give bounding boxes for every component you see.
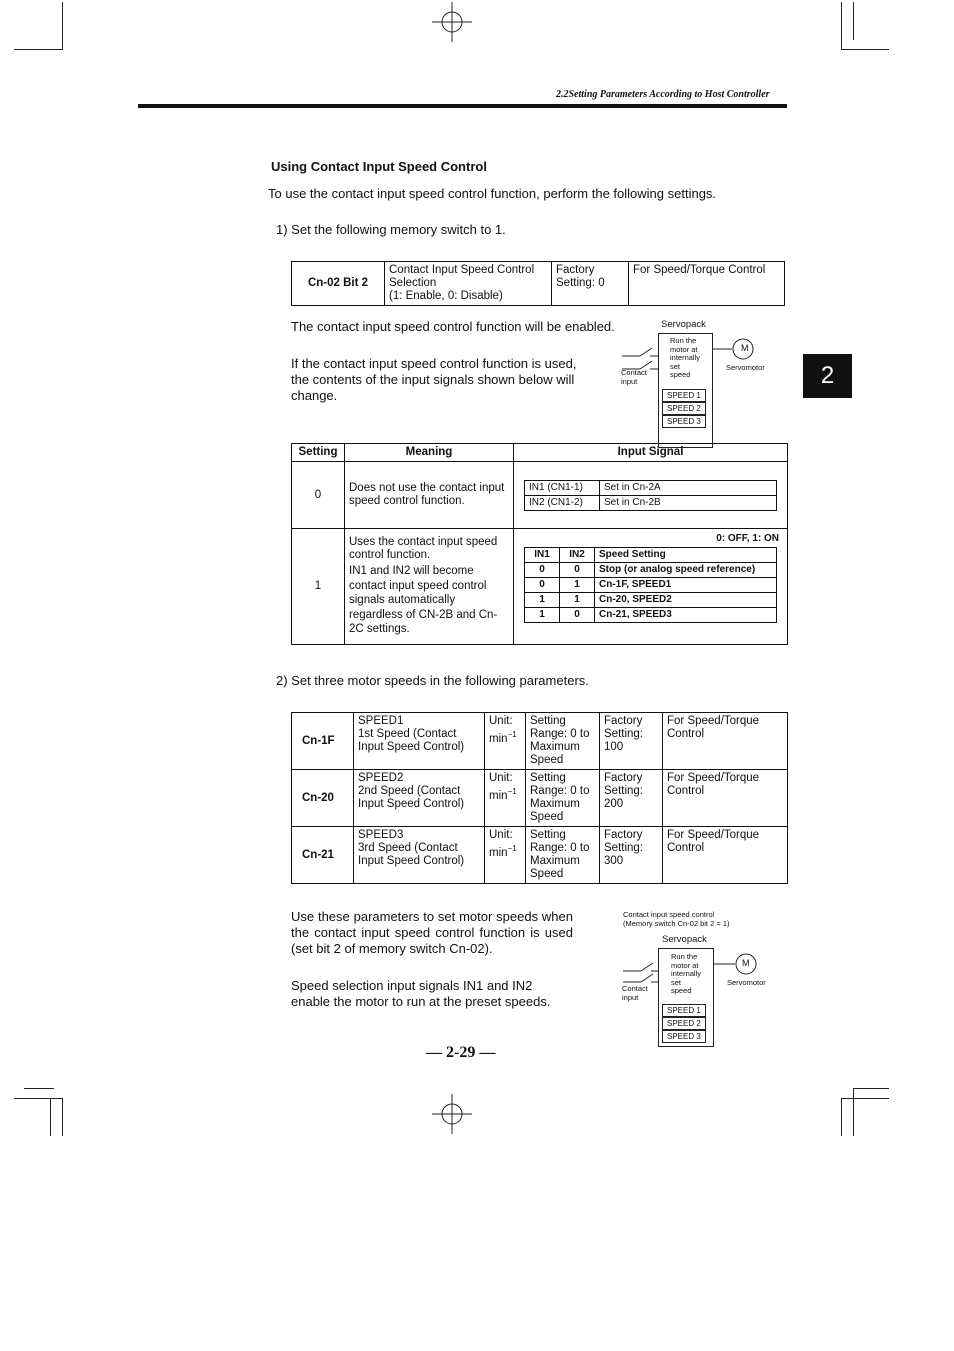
desc-line: Selection — [389, 277, 437, 289]
setting-0: 0 — [292, 462, 345, 529]
motor-icon: M — [742, 958, 750, 968]
param-description — [354, 713, 485, 770]
range-line: Speed — [530, 868, 564, 880]
cell-in2: 1 — [560, 593, 595, 608]
signal-cell-0 — [514, 462, 788, 529]
unit-value — [489, 842, 521, 860]
range-line: Setting — [530, 829, 566, 841]
control-line: Control — [667, 842, 705, 854]
cell-speed: Cn-20, SPEED2 — [595, 593, 777, 608]
run-line: Run the — [671, 952, 698, 961]
param-unit — [485, 827, 526, 884]
contact-line: input — [622, 992, 639, 1002]
unit-value — [489, 728, 521, 746]
unit-value — [489, 785, 521, 803]
unit-base: min — [489, 789, 508, 802]
param-control — [663, 713, 788, 770]
page-number: — 2-29 — — [426, 1044, 496, 1061]
param-description — [354, 770, 485, 827]
run-line: internally — [671, 969, 702, 978]
run-line: motor at — [671, 960, 699, 970]
speed3-box: SPEED 3 — [662, 1030, 706, 1043]
run-line: speed — [671, 986, 692, 995]
unit-exponent: −1 — [507, 787, 517, 796]
run-line: speed — [670, 370, 691, 379]
signal-subtable-0 — [524, 480, 777, 511]
chapter-tab: 2 — [803, 354, 852, 398]
in1-value: Set in Cn-2A — [600, 480, 777, 495]
range-line: Maximum — [530, 855, 580, 867]
unit-exponent: −1 — [507, 730, 517, 739]
cell-speed: Cn-1F, SPEED1 — [595, 578, 777, 593]
contact-line: Contact — [621, 368, 647, 377]
speed1-box: SPEED 1 — [662, 1004, 706, 1017]
param-unit — [485, 770, 526, 827]
factory-line: Setting: — [604, 842, 643, 854]
speed2-box: SPEED 2 — [662, 402, 706, 415]
header-setting: Setting — [292, 444, 345, 462]
if-used-text: If the contact input speed control function is used, the contents of the input signals shown below will change. — [291, 356, 577, 403]
factory-line: Factory — [604, 829, 643, 841]
param-range — [526, 713, 600, 770]
servopack-label: Servopack — [662, 934, 707, 945]
control-line: For Speed/Torque — [667, 772, 760, 784]
run-line: set — [671, 977, 682, 987]
unit-line: Unit: — [489, 829, 513, 841]
factory-line: 200 — [604, 798, 624, 810]
header-meaning: Meaning — [345, 444, 514, 462]
param-control — [663, 770, 788, 827]
table-row — [292, 713, 788, 770]
param-id: Cn-21 — [292, 827, 354, 884]
setting-1 — [292, 529, 345, 645]
desc-line: SPEED1 — [358, 715, 404, 727]
meaning-0: Does not use the contact input speed control function. — [345, 462, 514, 529]
factory-line: Factory — [556, 264, 595, 276]
speed1-box: SPEED 1 — [662, 389, 706, 402]
meaning-1 — [345, 529, 514, 645]
range-line: Range: 0 to — [530, 728, 590, 740]
cell-in2: 0 — [560, 608, 595, 623]
factory-line: Factory — [604, 715, 643, 727]
param-unit — [485, 713, 526, 770]
cell-in2: 0 — [560, 563, 595, 578]
servopack-label: Servopack — [661, 319, 706, 330]
factory-line: 100 — [604, 741, 624, 753]
setting-1-value: 1 — [314, 580, 322, 592]
desc-line: Input Speed Control) — [358, 855, 465, 867]
speed2-box: SPEED 2 — [662, 1017, 706, 1030]
param-factory — [600, 827, 663, 884]
control-line: For Speed/Torque — [667, 715, 760, 727]
range-line: Range: 0 to — [530, 842, 590, 854]
desc-line: SPEED3 — [358, 829, 404, 841]
range-line: Speed — [530, 811, 564, 823]
contact-input-label — [621, 369, 647, 386]
range-line: Setting — [530, 715, 566, 727]
switch-description — [385, 262, 552, 306]
unit-exponent: −1 — [507, 844, 517, 853]
step-1: 1) Set the following memory switch to 1. — [276, 222, 506, 237]
control-line: Control — [667, 728, 705, 740]
desc-line: (1: Enable, 0: Disable) — [389, 290, 503, 302]
desc-line: 1st Speed (Contact — [358, 728, 457, 740]
run-line: motor at — [670, 344, 698, 354]
contact-input-label — [622, 985, 648, 1002]
signal-cell-1 — [514, 529, 788, 645]
run-line: set — [670, 361, 681, 371]
servopack-diagram-2 — [619, 910, 789, 1050]
factory-line: 300 — [604, 855, 624, 867]
cell-speed: Cn-21, SPEED3 — [595, 608, 777, 623]
run-line: Run the — [670, 336, 697, 345]
meaning-1-p2: IN1 and IN2 will become contact input speed control signals automatically regardless of CN-2B and Cn-2C settings. — [349, 565, 498, 636]
desc-line: Input Speed Control) — [358, 798, 465, 810]
registration-mark-top — [432, 2, 472, 42]
unit-line: Unit: — [489, 772, 513, 784]
factory-line: Factory — [604, 772, 643, 784]
factory-line: Setting: — [604, 728, 643, 740]
factory-line: Setting: — [604, 785, 643, 797]
cell-in1: 1 — [525, 593, 560, 608]
desc-line: 3rd Speed (Contact — [358, 842, 458, 854]
header-input-signal: Input Signal — [514, 444, 788, 462]
range-line: Maximum — [530, 741, 580, 753]
step-2: 2) Set three motor speeds in the following parameters. — [276, 673, 589, 688]
range-line: Speed — [530, 754, 564, 766]
range-line: Maximum — [530, 798, 580, 810]
speed-setting-subtable — [524, 547, 777, 623]
table-row — [525, 608, 777, 623]
diagram-caption — [623, 911, 730, 928]
meaning-1-p1: Uses the contact input speed control function. — [349, 536, 498, 562]
speed3-box: SPEED 3 — [662, 415, 706, 428]
desc-line: SPEED2 — [358, 772, 404, 784]
running-header: 2.2Setting Parameters According to Host Controller — [556, 89, 770, 100]
section-title: Using Contact Input Speed Control — [271, 159, 487, 174]
param-description — [354, 827, 485, 884]
caption-line: Contact input speed control — [623, 910, 715, 919]
sub-header-in2: IN2 — [560, 548, 595, 563]
control-line: For Speed/Torque — [667, 829, 760, 841]
in2-value: Set in Cn-2B — [600, 495, 777, 510]
switch-name: Cn-02 Bit 2 — [292, 262, 385, 306]
param-factory — [600, 770, 663, 827]
param-range — [526, 770, 600, 827]
servomotor-label: Servomotor — [727, 978, 766, 987]
param-control — [663, 827, 788, 884]
sub-header-speed: Speed Setting — [595, 548, 777, 563]
factory-line: Setting: 0 — [556, 277, 605, 289]
table-row — [525, 578, 777, 593]
intro-paragraph: To use the contact input speed control function, perform the following settings. — [268, 186, 717, 201]
unit-line: Unit: — [489, 715, 513, 727]
enabled-text: The contact input speed control function will be enabled. — [291, 319, 615, 334]
table-row — [292, 770, 788, 827]
selection-text: Speed selection input signals IN1 and IN2 enable the motor to run at the preset speeds. — [291, 978, 551, 1009]
in1-name: IN1 (CN1-1) — [525, 480, 600, 495]
cell-in2: 1 — [560, 578, 595, 593]
cell-speed: Stop (or analog speed reference) — [595, 563, 777, 578]
unit-base: min — [489, 846, 508, 859]
range-line: Range: 0 to — [530, 785, 590, 797]
desc-line: Input Speed Control) — [358, 741, 465, 753]
run-line: internally — [670, 353, 701, 362]
param-range — [526, 827, 600, 884]
cell-in1: 0 — [525, 563, 560, 578]
unit-base: min — [489, 732, 508, 745]
table-row — [292, 827, 788, 884]
motor-icon: M — [741, 343, 749, 353]
servomotor-label: Servomotor — [726, 363, 765, 372]
param-factory — [600, 713, 663, 770]
cell-in1: 1 — [525, 608, 560, 623]
desc-line: Contact Input Speed Control — [389, 264, 535, 276]
sub-header-in1: IN1 — [525, 548, 560, 563]
on-off-legend: 0: OFF, 1: ON — [716, 533, 779, 544]
use-params-text: Use these parameters to set motor speeds when the contact input speed control function is used (set bit 2 of memory switch Cn-02). — [291, 909, 573, 956]
header-rule — [138, 104, 787, 108]
caption-line: (Memory switch Cn-02 bit 2 = 1) — [623, 918, 730, 928]
servopack-diagram-1 — [618, 318, 778, 434]
memory-switch-table — [291, 261, 785, 306]
param-id: Cn-20 — [292, 770, 354, 827]
cell-in1: 0 — [525, 578, 560, 593]
table-row — [525, 563, 777, 578]
contact-line: input — [621, 376, 638, 386]
run-motor-label — [670, 337, 700, 380]
in2-name: IN2 (CN1-2) — [525, 495, 600, 510]
run-motor-label — [671, 953, 701, 996]
speed-parameter-table — [291, 712, 788, 884]
input-signal-table — [291, 443, 788, 645]
contact-line: Contact — [622, 984, 648, 993]
range-line: Setting — [530, 772, 566, 784]
param-id: Cn-1F — [292, 713, 354, 770]
switch-factory-setting — [552, 262, 629, 306]
registration-mark-bottom — [432, 1094, 472, 1134]
control-line: Control — [667, 785, 705, 797]
table-row — [525, 593, 777, 608]
desc-line: 2nd Speed (Contact — [358, 785, 461, 797]
switch-control: For Speed/Torque Control — [629, 262, 785, 306]
